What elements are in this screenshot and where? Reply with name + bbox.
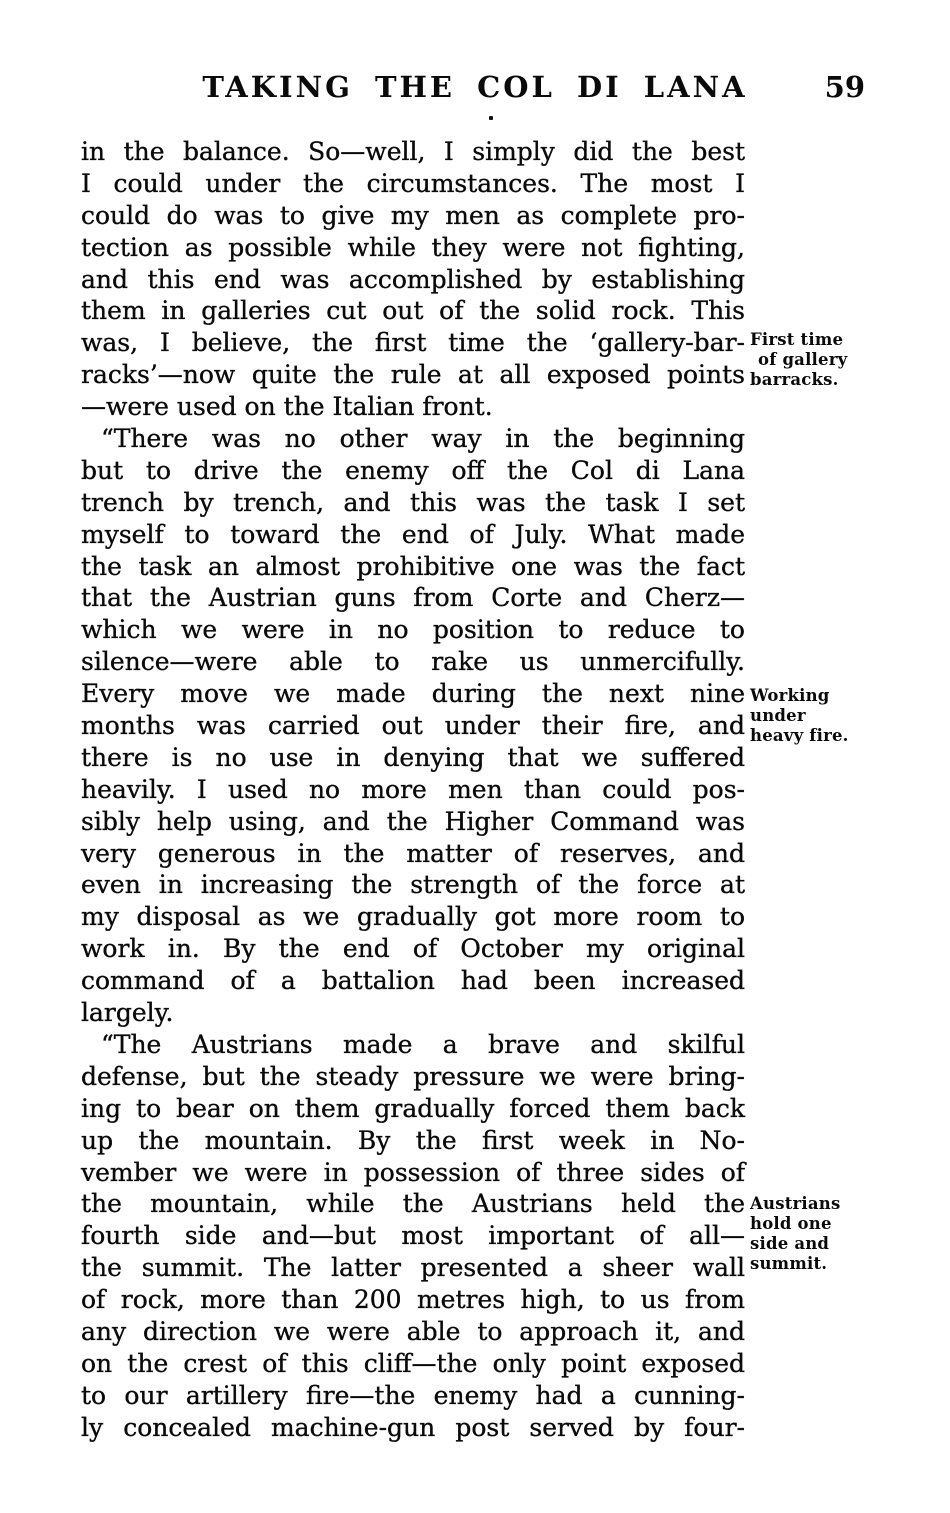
text-line: trench by trench, and this was the task I set [81,487,745,517]
text-line: very generous in the matter of reserves, and [81,838,745,868]
text-line: command of a battalion had been increased [81,966,745,996]
text-line: racks’—now quite the rule at all exposed points [81,360,745,390]
text-line: but to drive the enemy off the Col di Lana [81,455,745,485]
text-line: I could under the circumstances. The most I [81,168,745,198]
margin-note [750,330,865,390]
text-line: largely. [81,998,174,1028]
text-line: was, I believe, the first time the ‘gallery-bar- [81,328,745,358]
text-line: fourth side and—but most important of all— [81,1221,745,1251]
text-line: up the mountain. By the first week in No- [81,1125,745,1155]
margin-note-line: barracks. [750,370,839,389]
ink-speck [489,116,493,120]
text-line: to our artillery fire—the enemy had a cunning- [81,1380,745,1410]
text-line: any direction we were able to approach it, and [81,1316,745,1346]
text-line: myself to toward the end of July. What made [81,519,745,549]
text-line: silence—were able to rake us unmercifully. [81,647,745,677]
text-line: the mountain, while the Austrians held the [81,1189,745,1219]
text-line: there is no use in denying that we suffered [81,742,745,772]
text-line: ly concealed machine-gun post served by four- [81,1412,745,1442]
margin-note-line: of gallery [758,350,848,369]
text-line: that the Austrian guns from Corte and Cherz— [81,583,745,613]
running-head-title: TAKING THE COL DI LANA [202,70,748,104]
text-line: heavily. I used no more men than could pos- [81,774,745,804]
margin-note-line: heavy fire. [750,726,849,745]
text-line: tection as possible while they were not fighting, [81,232,745,262]
page-number: 59 [824,70,865,104]
text-line: work in. By the end of October my original [81,934,745,964]
text-line: “The Austrians made a brave and skilful [101,1029,745,1059]
margin-note [750,1194,865,1274]
text-line: could do was to give my men as complete pro- [81,200,745,230]
text-line: months was carried out under their fire, and [81,711,745,741]
text-line: ing to bear on them gradually forced them back [81,1093,745,1123]
text-line: and this end was accomplished by establishing [81,264,745,294]
margin-note-line: side and [750,1234,830,1253]
text-line: my disposal as we gradually got more room to [81,902,745,932]
text-line: in the balance. So—well, I simply did the best [81,137,745,166]
margin-note-line: Austrians [750,1194,841,1213]
text-line: —were used on the Italian front. [81,392,493,422]
text-line: Every move we made during the next nine [81,679,745,709]
margin-note-line: Working [750,686,830,705]
text-line: of rock, more than 200 metres high, to us from [81,1285,745,1315]
text-line: which we were in no position to reduce to [81,615,745,645]
margin-note-line: under [750,706,806,725]
body-text [81,136,745,1444]
text-line: “There was no other way in the beginning [101,424,745,454]
margin-note-line: hold one [750,1214,832,1233]
text-line: them in galleries cut out of the solid rock. This [81,296,745,326]
text-line: sibly help using, and the Higher Command was [81,806,745,836]
text-line: the task an almost prohibitive one was the fact [81,551,745,581]
text-line: even in increasing the strength of the force at [81,870,745,900]
margin-note-line: summit. [750,1254,828,1273]
text-line: defense, but the steady pressure we were bring- [81,1061,745,1091]
text-line: the summit. The latter presented a sheer wall [81,1253,745,1283]
text-line: vember we were in possession of three sides of [81,1157,745,1187]
text-line: on the crest of this cliff—the only point exposed [81,1348,745,1378]
margin-note [750,686,865,746]
margin-note-line: First time [750,330,844,349]
